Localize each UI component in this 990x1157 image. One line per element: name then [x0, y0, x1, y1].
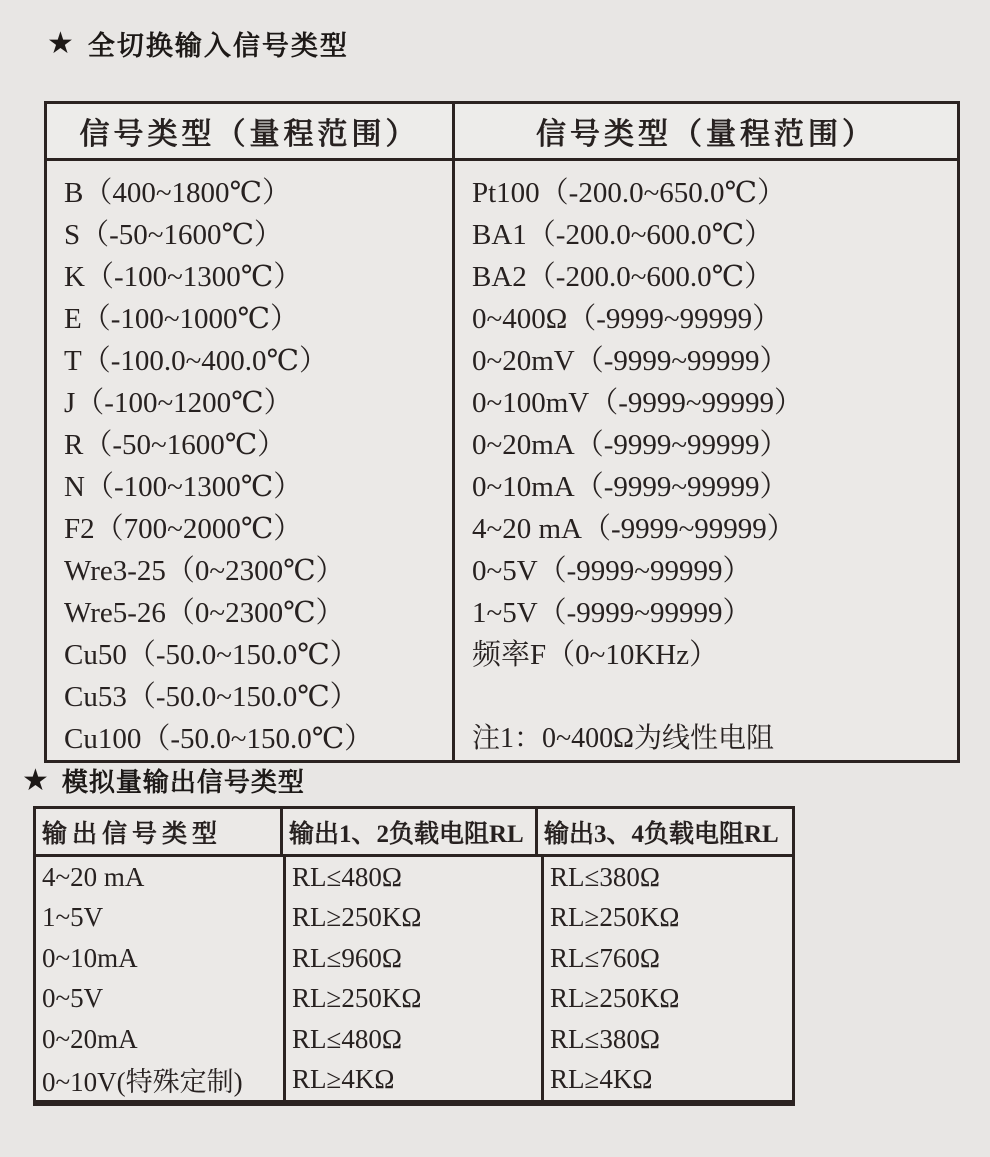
- input-signal-row: 1~5V（-9999~99999）: [472, 597, 752, 629]
- column-divider: [283, 857, 286, 1100]
- input-signal-row: 0~10mA（-9999~99999）: [472, 471, 789, 503]
- output-table-header-type: 输出信号类型: [36, 809, 283, 854]
- table-cell: RL≥250KΩ: [550, 902, 680, 933]
- input-table-left-column: [47, 161, 455, 760]
- linear-resistance-note: 注1：0~400Ω为线性电阻: [472, 723, 774, 754]
- input-signal-row: BA1（-200.0~600.0℃）: [472, 219, 774, 251]
- section-heading-input: [47, 24, 349, 63]
- input-signal-row: 0~400Ω（-9999~99999）: [472, 303, 782, 335]
- output-signal-row: [36, 1060, 792, 1101]
- output-table-header-rl12: 输出1、2负载电阻RL: [283, 809, 538, 854]
- input-signal-row: F2（700~2000℃）: [64, 513, 303, 545]
- output-signal-table-header: [36, 809, 792, 857]
- output-signal-table: [33, 806, 795, 1106]
- input-signal-row: E（-100~1000℃）: [64, 303, 300, 335]
- input-signal-row: 频率F（0~10KHz）: [472, 639, 719, 671]
- input-signal-row: S（-50~1600℃）: [64, 219, 283, 251]
- table-cell: RL≥250KΩ: [292, 902, 422, 933]
- table-cell: RL≤960Ω: [292, 942, 402, 973]
- output-signal-row: [36, 938, 792, 979]
- input-signal-row: Cu50（-50.0~150.0℃）: [64, 639, 359, 671]
- input-signal-table-header: [47, 104, 957, 161]
- input-signal-row: 0~5V（-9999~99999）: [472, 555, 752, 587]
- table-cell: RL≥4KΩ: [292, 1064, 395, 1095]
- table-cell: RL≤480Ω: [292, 1023, 402, 1054]
- table-cell: RL≤760Ω: [550, 942, 660, 973]
- input-table-right-column: [455, 161, 957, 760]
- input-signal-row: K（-100~1300℃）: [64, 261, 303, 293]
- input-signal-row: Wre5-26（0~2300℃）: [64, 597, 345, 629]
- output-signal-row: [36, 898, 792, 939]
- table-cell: RL≥250KΩ: [550, 983, 680, 1014]
- input-signal-row: BA2（-200.0~600.0℃）: [472, 261, 774, 293]
- output-signal-row: [36, 857, 792, 898]
- star-icon: ★: [47, 26, 76, 60]
- input-signal-row: 0~100mV（-9999~99999）: [472, 387, 804, 419]
- output-signal-row: [36, 1019, 792, 1060]
- input-signal-row: R（-50~1600℃）: [64, 429, 287, 461]
- table-cell: 4~20 mA: [42, 861, 145, 892]
- table-cell: RL≤380Ω: [550, 861, 660, 892]
- input-table-header-right: 信号类型（量程范围）: [536, 118, 876, 151]
- output-signal-table-body: [36, 857, 792, 1100]
- table-cell: RL≤380Ω: [550, 1023, 660, 1054]
- section-heading-input-label: 全切换输入信号类型: [87, 31, 349, 61]
- table-cell: 1~5V: [42, 902, 104, 933]
- input-signal-row: T（-100.0~400.0℃）: [64, 345, 329, 377]
- output-table-header-rl34: 输出3、4负载电阻RL: [544, 820, 779, 848]
- table-cell: 0~10mA: [42, 942, 138, 973]
- table-cell: RL≥250KΩ: [292, 983, 422, 1014]
- input-signal-row: J（-100~1200℃）: [64, 387, 293, 419]
- column-divider: [541, 857, 544, 1100]
- input-signal-row: 0~20mA（-9999~99999）: [472, 429, 789, 461]
- input-signal-row: N（-100~1300℃）: [64, 471, 303, 503]
- table-cell: RL≥4KΩ: [550, 1064, 653, 1095]
- input-signal-row: B（400~1800℃）: [64, 177, 291, 209]
- input-signal-row: Cu53（-50.0~150.0℃）: [64, 681, 359, 713]
- input-signal-table: [44, 101, 960, 763]
- table-cell: 0~20mA: [42, 1023, 138, 1054]
- input-signal-row: Pt100（-200.0~650.0℃）: [472, 177, 786, 209]
- table-cell: RL≤480Ω: [292, 861, 402, 892]
- input-signal-row: 0~20mV（-9999~99999）: [472, 345, 789, 377]
- section-heading-output-label: 模拟量输出信号类型: [61, 767, 305, 797]
- input-table-header-left: 信号类型（量程范围）: [47, 104, 455, 158]
- star-icon: ★: [22, 763, 50, 797]
- input-signal-row: Cu100（-50.0~150.0℃）: [64, 723, 374, 755]
- section-heading-output: [22, 762, 305, 799]
- input-table-right-rows: [455, 172, 957, 676]
- input-signal-row: 4~20 mA（-9999~99999）: [472, 513, 796, 545]
- table-cell: 0~5V: [42, 983, 104, 1014]
- input-signal-table-body: [47, 161, 957, 760]
- output-signal-row: [36, 979, 792, 1020]
- table-cell: 0~10V(特殊定制): [42, 1067, 243, 1098]
- input-signal-row: Wre3-25（0~2300℃）: [64, 555, 345, 587]
